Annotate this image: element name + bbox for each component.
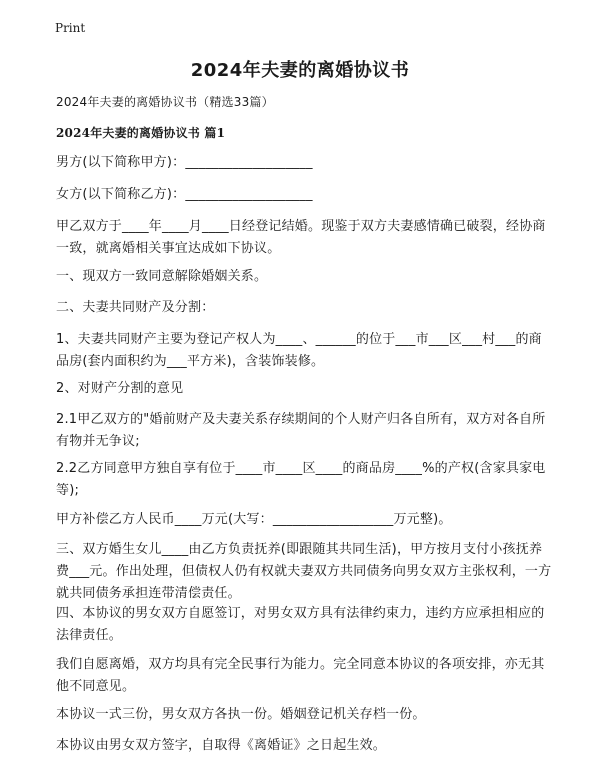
clause-2-1-premarital: 2.1甲乙双方的"婚前财产及夫妻关系存续期间的个人财产归各自所有，双方对各自所有物并无争议; — [56, 412, 546, 449]
clause-3-custody: 三、双方婚生女儿____由乙方负责抚养(即跟随其共同生活)，甲方按月支付小孩抚养费___元。作出处理，但债权人仍有权就夫妻双方共同债务向男女双方主张权利，一方就共同债务承担连带清偿责任。 — [56, 542, 552, 601]
clause-compensation: 甲方补偿乙方人民币____万元(大写：__________________万元整)。 — [56, 512, 452, 527]
party-b-line: 女方(以下简称乙方)：___________________ — [56, 187, 313, 202]
clause-2-2-opinion: 2、对财产分割的意见 — [56, 381, 184, 396]
paragraph-marriage-intro: 甲乙双方于____年____月____日经登记结婚。现鉴于双方夫妻感情确已破裂，经协商一致，就离婚相关事宜达成如下协议。 — [56, 219, 546, 256]
print-link[interactable]: Print — [55, 21, 86, 35]
party-a-line: 男方(以下简称甲方)：___________________ — [56, 155, 313, 170]
clause-4-liability: 四、本协议的男女双方自愿签订，对男女双方具有法律约束力，违约方应承担相应的法律责任。 — [56, 606, 545, 643]
paragraph-effective: 本协议由男女双方签字，自取得《离婚证》之日起生效。 — [56, 738, 387, 753]
clause-2-1-house: 1、夫妻共同财产主要为登记产权人为____、______的位于___市___区___村___的商品房(套内面积约为___平方米)，含装饰装修。 — [56, 332, 542, 369]
document-subtitle: 2024年夫妻的离婚协议书（精选33篇） — [56, 95, 274, 109]
section-heading: 2024年夫妻的离婚协议书 篇1 — [56, 126, 226, 140]
paragraph-voluntary: 我们自愿离婚，双方均具有完全民事行为能力。完全同意本协议的各项安排，亦无其他不同意见。 — [56, 657, 545, 694]
clause-1-dissolve: 一、现双方一致同意解除婚姻关系。 — [56, 269, 268, 284]
paragraph-copies: 本协议一式三份，男女双方各执一份。婚姻登记机关存档一份。 — [56, 707, 426, 722]
clause-2-property: 二、夫妻共同财产及分割： — [56, 300, 215, 315]
clause-2-2-ownership: 2.2乙方同意甲方独自享有位于____市____区____的商品房____%的产权(含家具家电等); — [56, 461, 546, 498]
document-title: 2024年夫妻的离婚协议书 — [190, 60, 410, 81]
